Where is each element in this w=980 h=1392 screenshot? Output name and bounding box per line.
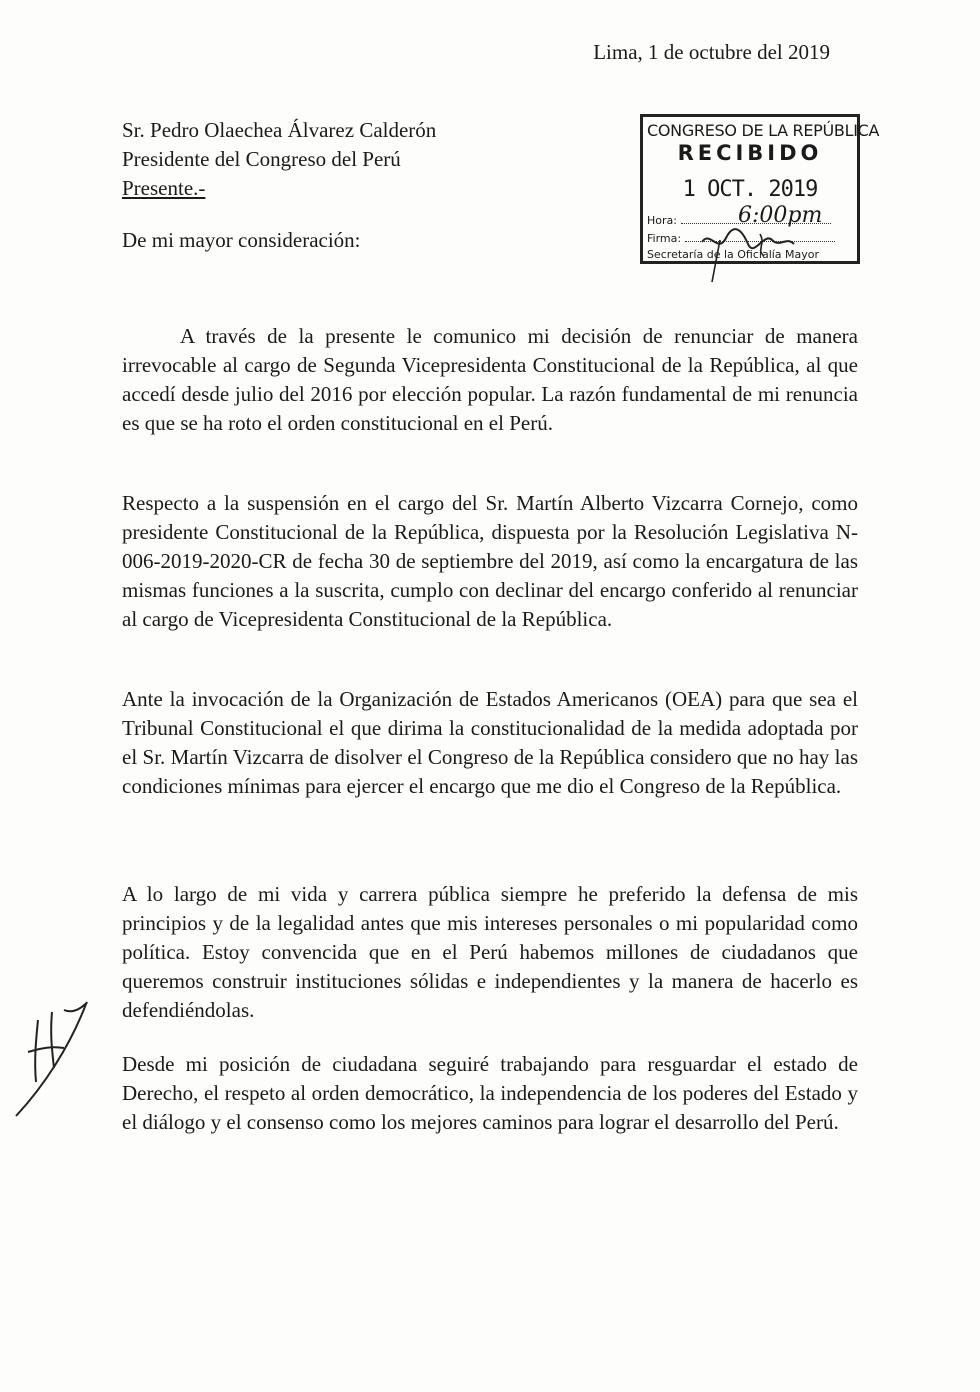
stamp-firma-label: Firma: <box>647 232 682 245</box>
addressee-presente: Presente.- <box>122 176 206 200</box>
stamp-office: Secretaría de la Oficialía Mayor <box>647 248 820 261</box>
addressee-name: Sr. Pedro Olaechea Álvarez Calderón <box>122 118 437 142</box>
addressee-block <box>122 116 436 203</box>
paragraph-4: A lo largo de mi vida y carrera pública siempre he preferido la defensa de mis principios y de la legalidad antes que mis intereses personales o mi popularidad como política. Estoy convencida que en el Perú habemos millones de ciudadanos que queremos construir instituciones sólidas e independientes y la manera de hacerlo es defendiéndolas. <box>122 882 858 1022</box>
paragraph-5: Desde mi posición de ciudadana seguiré trabajando para resguardar el estado de Derecho, el respeto al orden democrático, la independencia de los poderes del Estado y el diálogo y el consenso como los mejores caminos para lograr el desarrollo del Perú. <box>122 1052 858 1134</box>
paragraph-1: A través de la presente le comunico mi decisión de renunciar de manera irrevocable al cargo de Segunda Vicepresidenta Constitucional de la República, al que accedí desde julio del 2016 por elección popular. La razón fundamental de mi renuncia es que se ha roto el orden constitucional en el Perú. <box>122 324 858 435</box>
stamp-date: 1 OCT. 2019 <box>682 177 818 202</box>
stamp-organization: CONGRESO DE LA REPÚBLICA <box>647 121 880 140</box>
salutation: De mi mayor consideración: <box>122 228 361 252</box>
paragraph-2: Respecto a la suspensión en el cargo del Sr. Martín Alberto Vizcarra Cornejo, como presidente Constitucional de la República, dispuesta por la Resolución Legislativa N- 006-2019-2020-CR de fecha 30 de septiembre del 2019, así como la encargatura de las mismas funciones a la suscrita, cumplo con declinar del encargo conferido al renunciar al cargo de Vicepresidenta Constitucional de la República. <box>122 491 858 631</box>
stamp-hora-value: 6:00pm <box>738 203 823 228</box>
letter-date: Lima, 1 de octubre del 2019 <box>593 40 830 64</box>
stamp-hora-label: Hora: <box>647 214 677 227</box>
stamp-signature-icon <box>690 210 810 300</box>
margin-initials-icon <box>8 990 98 1120</box>
addressee-title: Presidente del Congreso del Perú <box>122 147 401 171</box>
paragraph-3: Ante la invocación de la Organización de Estados Americanos (OEA) para que sea el Tribunal Constitucional el que dirima la constitucionalidad de la medida adoptada por el Sr. Martín Vizcarra de disolver el Congreso de la República considero que no hay las condiciones mínimas para ejercer el encargo que me dio el Congreso de la República. <box>122 687 858 798</box>
stamp-status: RECIBIDO <box>677 141 823 165</box>
